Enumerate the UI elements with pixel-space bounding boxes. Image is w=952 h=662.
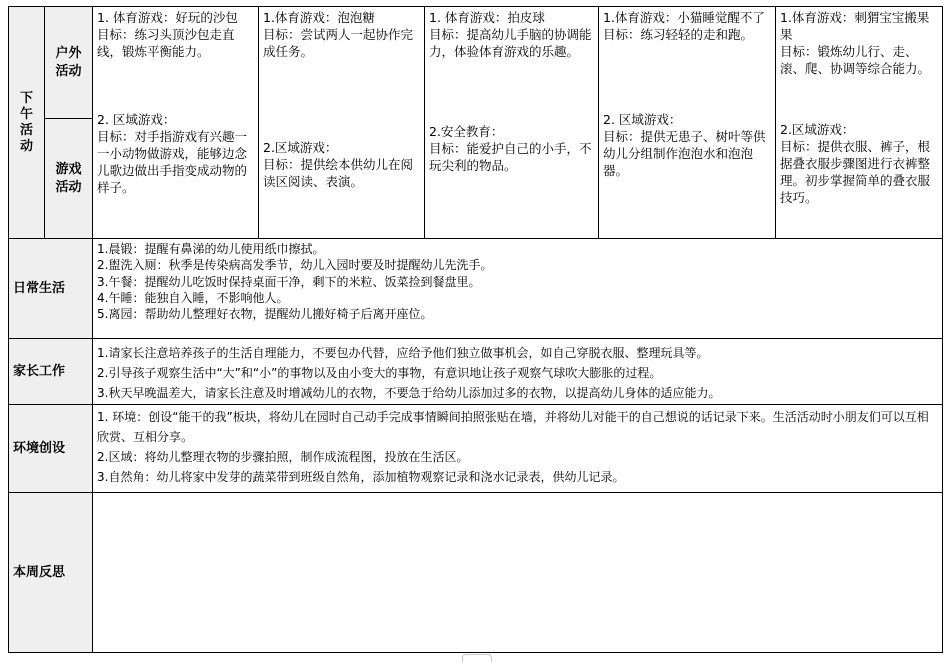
day5-outdoor: 1.体育游戏：刺猬宝宝搬果果 目标：锻炼幼儿行、走、滚、爬、协调等综合能力。: [780, 10, 931, 76]
afternoon-label-char: 午: [19, 106, 33, 122]
day3-outdoor: 1. 体育游戏：拍皮球 目标：提高幼儿手脑的协调能力，体验体育游戏的乐趣。: [425, 7, 599, 115]
environment-item: 2.区域：将幼儿整理衣物的步骤拍照，制作成流程图，投放在生活区。: [97, 450, 469, 464]
daily-life-item: 4.午睡：能独自入睡，不影响他人。: [97, 290, 289, 305]
day3-game: 2.安全教育： 目标：能爱护自己的小手，不玩尖利的物品。: [425, 115, 599, 239]
parents-work-item: 3.秋天早晚温差大，请家长注意及时增减幼儿的衣物，不要急于给幼儿添加过多的衣物，以提高幼儿身体的适应能力。: [97, 386, 721, 400]
outdoor-activity-label: 户外 活动: [45, 7, 93, 119]
weekly-plan-table: [8, 6, 943, 653]
afternoon-label-char: 下: [19, 90, 33, 106]
day4-game: 2. 区域游戏： 目标：提供无患子、树叶等供幼儿分组制作泡泡水和泡泡器。: [599, 107, 776, 239]
reflection-label: 本周反思: [9, 493, 93, 652]
day1-game: 2. 区域游戏： 目标：对手指游戏有兴趣一一小动物做游戏，能够边念儿歌边做出手指变成动物的样子。: [93, 97, 259, 239]
environment-item: 1. 环境：创设“能干的我”板块，将幼儿在园时自己动手完成事情瞬间拍照张贴在墙，并将幼儿对能干的自己想说的话记录下来。生活活动时小朋友们可以互相欣赏、互相分享。: [97, 410, 929, 444]
afternoon-activities-label: [9, 7, 45, 239]
parents-work-content: [93, 339, 942, 405]
daily-life-item: 1.晨锻：提醒有鼻涕的幼儿使用纸巾擦拭。: [97, 242, 325, 256]
parents-work-label: 家长工作: [9, 339, 93, 405]
parents-work-item: 1.请家长注意培养孩子的生活自理能力，不要包办代替，应给予他们独立做事机会，如自己穿脱衣服、整理玩具等。: [97, 346, 709, 360]
daily-life-item: 3.午餐：提醒幼儿吃饭时保持桌面干净，剩下的米粒、饭菜捡到餐盘里。: [97, 274, 481, 289]
daily-life-item: 5.离园：帮助幼儿整理好衣物，提醒幼儿搬好椅子后离开座位。: [97, 307, 433, 322]
day1-outdoor: 1. 体育游戏：好玩的沙包 目标：练习头顶沙包走直线，锻炼平衡能力。: [93, 7, 259, 119]
day5-game: 2.区域游戏： 目标：提供衣服、裤子，根据叠衣服步骤图进行衣裤整理。初步掌握简单的叠衣服技巧。: [776, 115, 942, 239]
afternoon-label-char: 动: [19, 138, 33, 154]
day4-outdoor: 1.体育游戏：小猫睡觉醒不了 目标：练习轻轻的走和跑。: [599, 7, 776, 107]
day2-outdoor: 1.体育游戏：泡泡糖 目标：尝试两人一起协作完成任务。: [259, 7, 425, 127]
afternoon-label-char: 活: [19, 122, 33, 138]
daily-life-content: [93, 239, 942, 339]
parents-work-item: 2.引导孩子观察生活中“大”和“小”的事物以及由小变大的事物，有意识地让孩子观察气球吹大膨胀的过程。: [97, 366, 662, 380]
environment-item: 3.自然角：幼儿将家中发芽的蔬菜带到班级自然角，添加植物观察记录和浇水记录表，供幼儿记录。: [97, 470, 625, 484]
environment-label: 环境创设: [9, 405, 93, 493]
day2-game: 2.区域游戏： 目标：提供绘本供幼儿在阅读区阅读、表演。: [259, 127, 425, 239]
daily-life-label: 日常生活: [9, 239, 93, 339]
reflection-content[interactable]: [93, 493, 942, 652]
daily-life-item: 2.盥洗入厕：秋季是传染病高发季节，幼儿入园时要及时提醒幼儿先洗手。: [97, 258, 493, 273]
game-activity-label: 游戏 活动: [45, 119, 93, 239]
environment-content: [93, 405, 942, 493]
